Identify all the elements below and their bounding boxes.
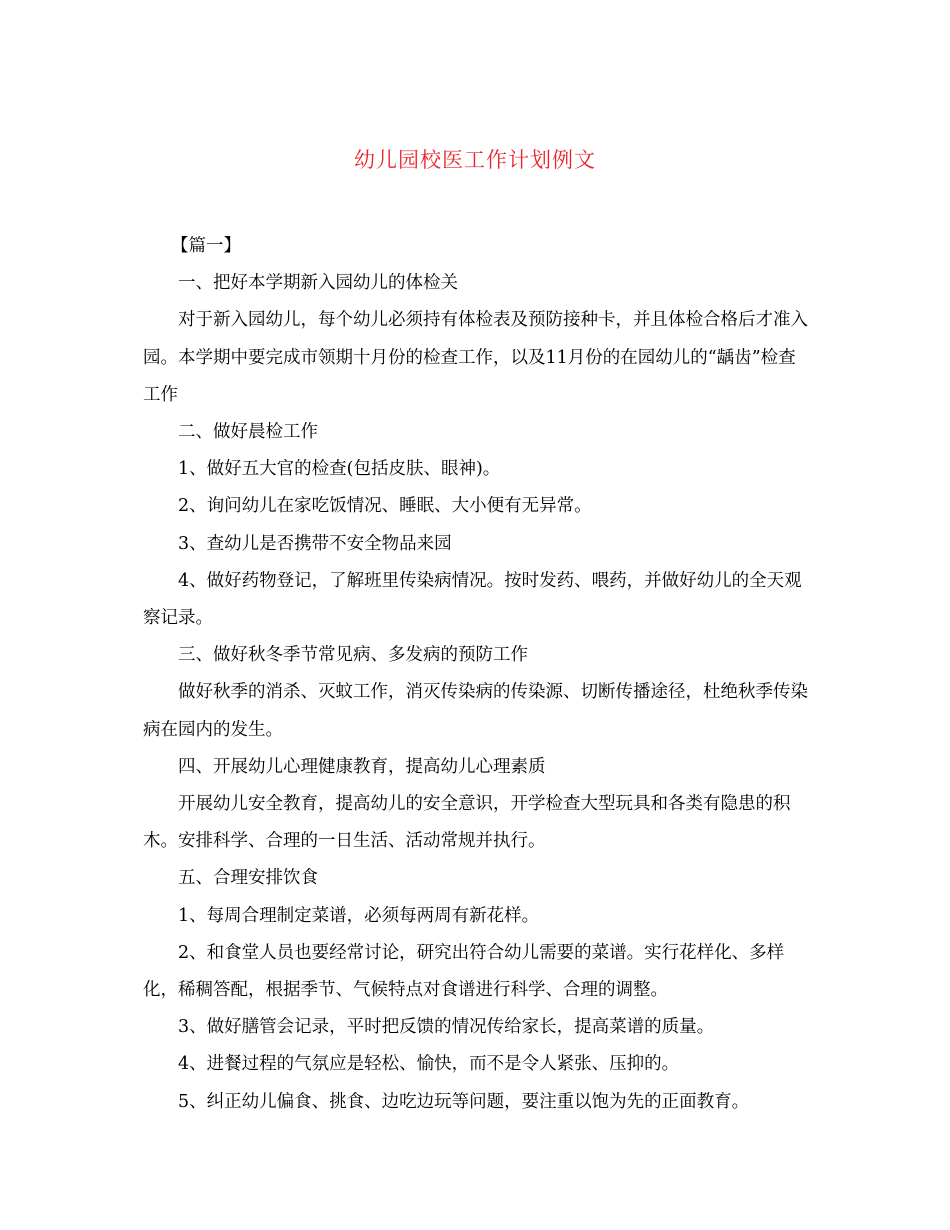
list-item: 3、查幼儿是否携带不安全物品来园 bbox=[178, 533, 452, 554]
document-body bbox=[143, 228, 808, 1121]
paragraph: 做好秋季的消杀、灭蚊工作，消灭传染病的传染源、切断传播途径，杜绝秋季传染病在园内的发生。 bbox=[143, 682, 808, 740]
heading-2: 二、做好晨检工作 bbox=[178, 422, 318, 443]
list-item: 4、进餐过程的气氛应是轻松、愉快，而不是令人紧张、压抑的。 bbox=[178, 1054, 680, 1075]
list-item: 1、每周合理制定菜谱，必须每两周有新花样。 bbox=[178, 905, 540, 926]
list-item: 4、做好药物登记，了解班里传染病情况。按时发药、喂药，并做好幼儿的全天观察记录。 bbox=[143, 570, 802, 629]
list-item: 3、做好膳管会记录，平时把反馈的情况传给家长，提高菜谱的质量。 bbox=[178, 1017, 715, 1038]
list-item: 1、做好五大官的检查(包括皮肤、眼神)。 bbox=[178, 459, 501, 480]
heading-4: 四、开展幼儿心理健康教育，提高幼儿心理素质 bbox=[178, 756, 546, 777]
paragraph: 对于新入园幼儿，每个幼儿必须持有体检表及预防接种卡，并且体检合格后才准入园。本学期中要完成市领期十月份的检查工作，以及11月份的在园幼儿的“龋齿”检查工作 bbox=[143, 310, 808, 405]
heading-3: 三、做好秋冬季节常见病、多发病的预防工作 bbox=[178, 645, 528, 666]
list-item: 2、询问幼儿在家吃饭情况、睡眠、大小便有无异常。 bbox=[178, 496, 592, 517]
paragraph: 开展幼儿安全教育，提高幼儿的安全意识，开学检查大型玩具和各类有隐患的积木。安排科学、合理的一日生活、活动常规并执行。 bbox=[143, 794, 791, 852]
list-item: 2、和食堂人员也要经常讨论，研究出符合幼儿需要的菜谱。实行花样化、多样化，稀稠答配，根据季节、气候特点对食谱进行科学、合理的调整。 bbox=[143, 942, 785, 1001]
list-item: 5、纠正幼儿偏食、挑食、边吃边玩等问题，要注重以饱为先的正面教育。 bbox=[178, 1091, 750, 1112]
heading-5: 五、合理安排饮食 bbox=[178, 868, 318, 889]
document-title: 幼儿园校医工作计划例文 bbox=[354, 148, 596, 172]
section-label: 【篇一】 bbox=[171, 236, 241, 256]
heading-1: 一、把好本学期新入园幼儿的体检关 bbox=[178, 273, 458, 294]
